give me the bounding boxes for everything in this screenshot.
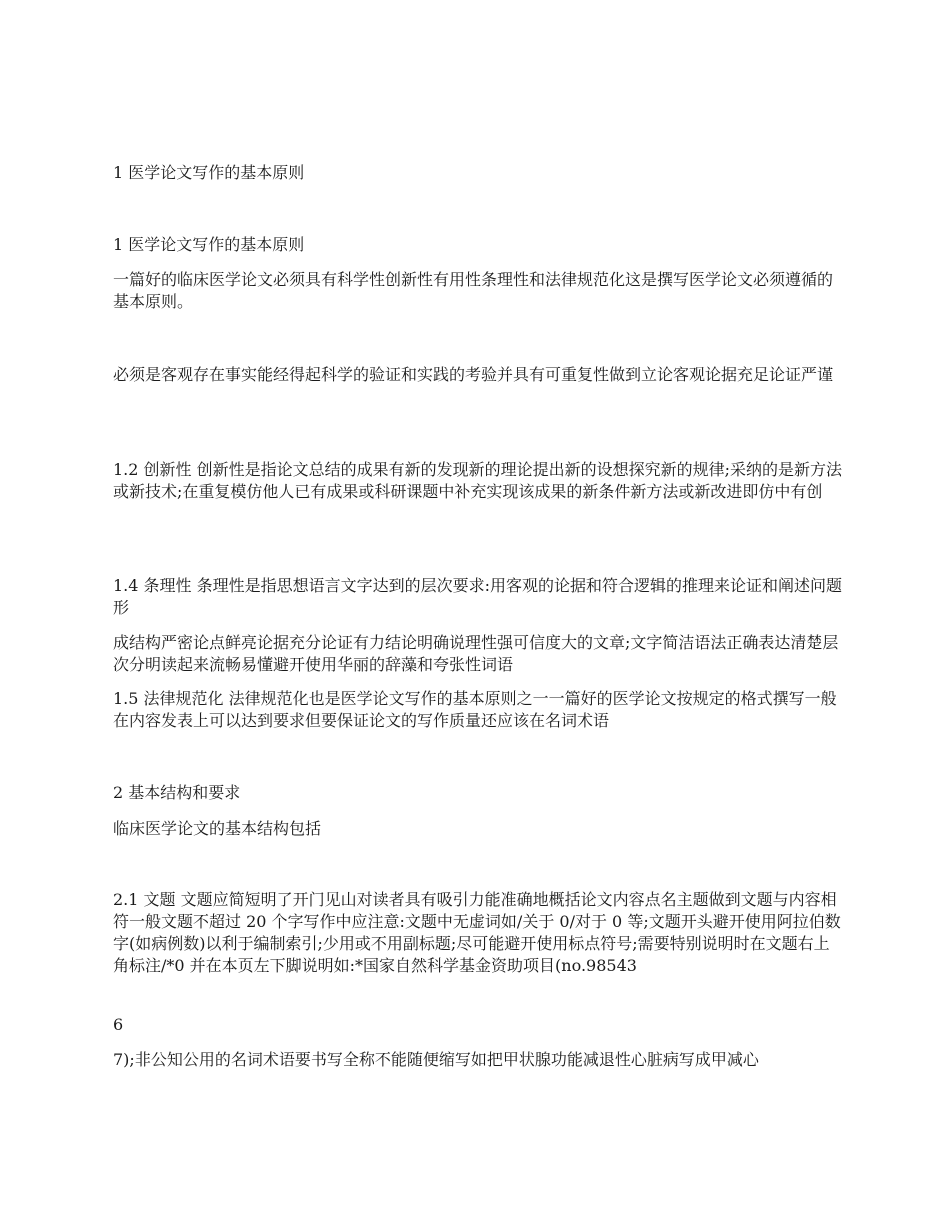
heading-principles-2: 1 医学论文写作的基本原则 xyxy=(113,235,305,254)
paragraph-title: 2.1 文题 文题应简短明了开门见山对读者具有吸引力能准确地概括论文内容点名主题做到文题与内容相符一般文题不超过 20 个字写作中应注意:文题中无虚词如/关于 0/对于 0 等;文题开头避开使用阿拉伯数字(如病例数)以利于编制索引;少用或不用副标题;尽可能避开使用标点符号;需要特别说明时在文题右上角标注/*0 并在本页左下脚说明如:*国家自然科学基金资助项目(no.98543 xyxy=(113,890,841,975)
paragraph-innovation: 1.2 创新性 创新性是指论文总结的成果有新的发现新的理论提出新的设想探究新的规律;采纳的是新方法或新技术;在重复模仿他人已有成果或科研课题中补充实现该成果的新条件新方法或新改进即仿中有创 xyxy=(113,460,843,501)
paragraph-scientific: 必须是客观存在事实能经得起科学的验证和实践的考验并具有可重复性做到立论客观论据充足论证严谨 xyxy=(113,365,834,384)
paragraph-intro: 一篇好的临床医学论文必须具有科学性创新性有用性条理性和法律规范化这是撰写医学论文必须遵循的基本原则。 xyxy=(113,270,834,311)
paragraph-logic: 1.4 条理性 条理性是指思想语言文字达到的层次要求:用客观的论据和符合逻辑的推理来论证和阐述问题形 xyxy=(113,576,843,617)
paragraph-legal: 1.5 法律规范化 法律规范化也是医学论文写作的基本原则之一一篇好的医学论文按规定的格式撰写一般在内容发表上可以达到要求但要保证论文的写作质量还应该在名词术语 xyxy=(113,689,837,730)
paragraph-fragment-6: 6 xyxy=(113,1015,124,1034)
heading-structure: 2 基本结构和要求 xyxy=(113,783,241,802)
paragraph-logic-continued: 成结构严密论点鲜亮论据充分论证有力结论明确说理性强可信度大的文章;文字简洁语法正确表达清楚层次分明读起来流畅易懂避开使用华丽的辞藻和夸张性词语 xyxy=(113,633,839,674)
heading-principles-1: 1 医学论文写作的基本原则 xyxy=(113,163,305,182)
paragraph-structure-intro: 临床医学论文的基本结构包括 xyxy=(113,819,322,838)
paragraph-terms: 7);非公知公用的名词术语要书写全称不能随便缩写如把甲状腺功能减退性心脏病写成甲减心 xyxy=(113,1050,759,1069)
